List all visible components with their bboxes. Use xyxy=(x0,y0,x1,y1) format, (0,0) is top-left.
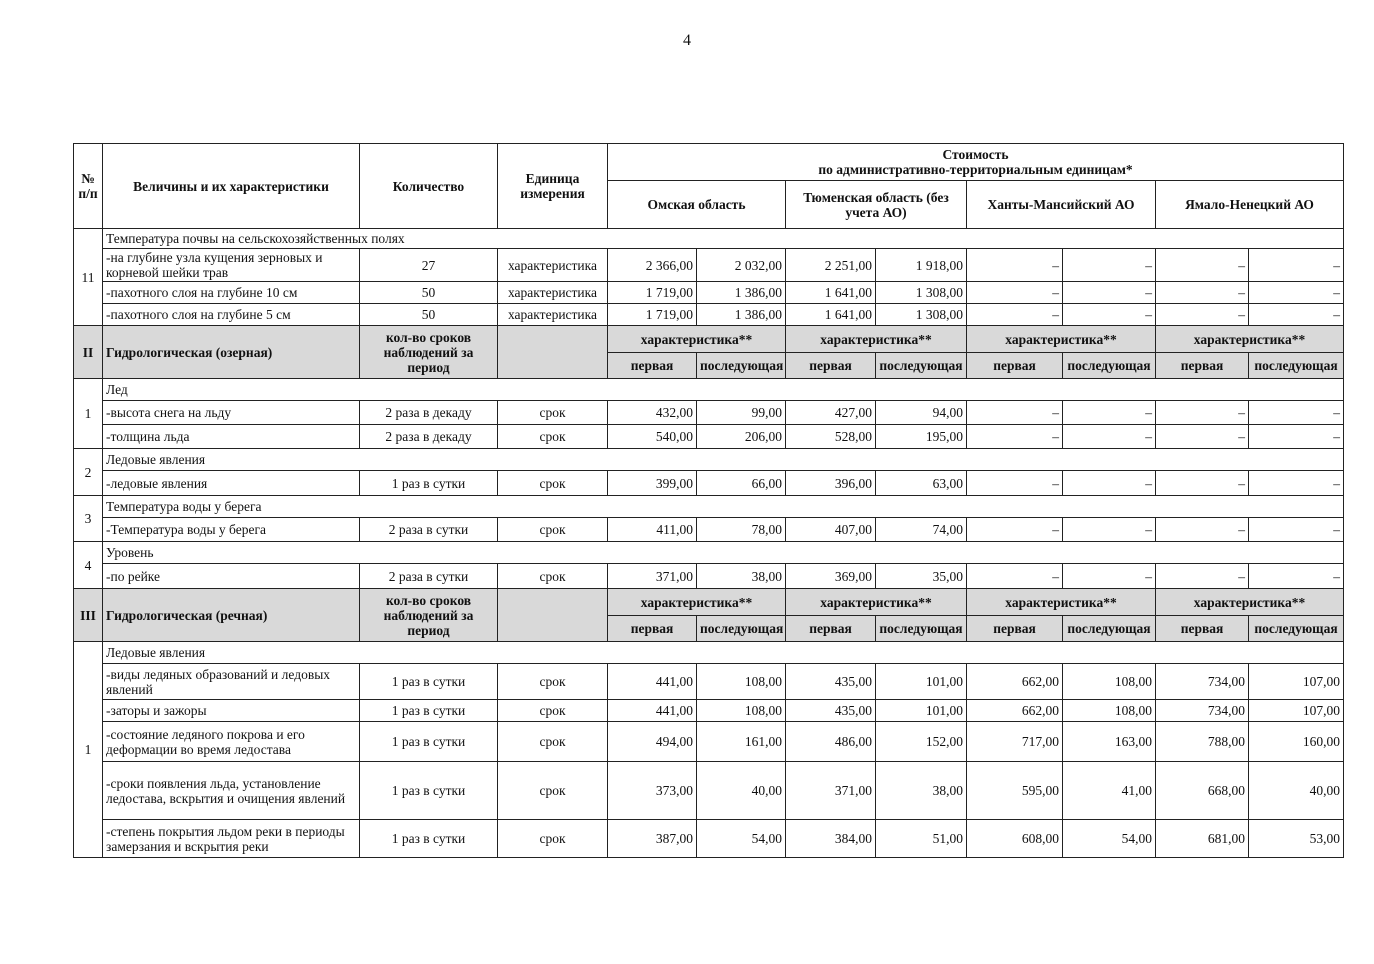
row-label: -толщина льда xyxy=(103,425,360,449)
table-row xyxy=(74,449,1344,471)
table-row xyxy=(74,282,1344,304)
row-label: -сроки появления льда, установление ледостава, вскрытия и очищения явлений xyxy=(103,762,360,820)
row-count: 1 раз в сутки xyxy=(360,762,498,820)
value-cell: 2 251,00 xyxy=(786,249,876,282)
next-header: последующая xyxy=(1063,353,1156,379)
value-cell: 540,00 xyxy=(608,425,697,449)
group-title: Лед xyxy=(103,379,1344,401)
value-cell: 161,00 xyxy=(697,722,786,762)
row-count: 27 xyxy=(360,249,498,282)
next-header: последующая xyxy=(697,616,786,642)
characteristic-header: характеристика** xyxy=(608,326,786,353)
value-cell: 38,00 xyxy=(876,762,967,820)
value-cell: 441,00 xyxy=(608,664,697,700)
value-cell: – xyxy=(1156,425,1249,449)
value-cell: 38,00 xyxy=(697,564,786,589)
next-header: последующая xyxy=(876,353,967,379)
value-cell: 411,00 xyxy=(608,518,697,542)
value-cell: 195,00 xyxy=(876,425,967,449)
characteristic-header: характеристика** xyxy=(1156,326,1344,353)
row-unit: характеристика xyxy=(498,282,608,304)
row-label: -виды ледяных образований и ледовых явлений xyxy=(103,664,360,700)
value-cell: 40,00 xyxy=(697,762,786,820)
row-label: -пахотного слоя на глубине 5 см xyxy=(103,304,360,326)
table-row xyxy=(74,425,1344,449)
value-cell: 486,00 xyxy=(786,722,876,762)
group-title: Температура воды у берега xyxy=(103,496,1344,518)
value-cell: 608,00 xyxy=(967,820,1063,858)
next-header: последующая xyxy=(1063,616,1156,642)
value-cell: 101,00 xyxy=(876,664,967,700)
unit-header-empty xyxy=(498,589,608,642)
value-cell: – xyxy=(967,304,1063,326)
row-label: -пахотного слоя на глубине 10 см xyxy=(103,282,360,304)
row-unit: срок xyxy=(498,820,608,858)
value-cell: – xyxy=(967,282,1063,304)
value-cell: 74,00 xyxy=(876,518,967,542)
value-cell: – xyxy=(1063,518,1156,542)
value-cell: 407,00 xyxy=(786,518,876,542)
row-unit: срок xyxy=(498,518,608,542)
value-cell: 788,00 xyxy=(1156,722,1249,762)
value-cell: – xyxy=(1063,401,1156,425)
row-unit: срок xyxy=(498,564,608,589)
characteristic-header: характеристика** xyxy=(786,326,967,353)
value-cell: 94,00 xyxy=(876,401,967,425)
value-cell: 435,00 xyxy=(786,700,876,722)
value-cell: 108,00 xyxy=(697,700,786,722)
row-unit: срок xyxy=(498,722,608,762)
region-omsk: Омская область xyxy=(608,181,786,229)
value-cell: 1 719,00 xyxy=(608,282,697,304)
first-header: первая xyxy=(786,353,876,379)
header-unit: Единица измерения xyxy=(498,144,608,229)
row-unit: срок xyxy=(498,762,608,820)
value-cell: 206,00 xyxy=(697,425,786,449)
header-quantity: Величины и их характеристики xyxy=(103,144,360,229)
next-header: последующая xyxy=(697,353,786,379)
value-cell: 1 308,00 xyxy=(876,282,967,304)
group-number: 2 xyxy=(74,449,103,496)
value-cell: 40,00 xyxy=(1249,762,1344,820)
value-cell: 63,00 xyxy=(876,471,967,496)
value-cell: 53,00 xyxy=(1249,820,1344,858)
table-row xyxy=(74,722,1344,762)
value-cell: 108,00 xyxy=(697,664,786,700)
first-header: первая xyxy=(967,353,1063,379)
value-cell: – xyxy=(967,249,1063,282)
value-cell: – xyxy=(1156,401,1249,425)
group-title: Температура почвы на сельскохозяйственных полях xyxy=(103,229,1344,249)
value-cell: 51,00 xyxy=(876,820,967,858)
value-cell: 1 641,00 xyxy=(786,282,876,304)
value-cell: – xyxy=(1249,401,1344,425)
value-cell: 717,00 xyxy=(967,722,1063,762)
row-count: 1 раз в сутки xyxy=(360,700,498,722)
cost-table xyxy=(73,143,1344,858)
header-cost-title: Стоимость xyxy=(942,147,1009,162)
value-cell: 668,00 xyxy=(1156,762,1249,820)
value-cell: 152,00 xyxy=(876,722,967,762)
table-row xyxy=(74,379,1344,401)
table-row xyxy=(74,564,1344,589)
next-header: последующая xyxy=(1249,616,1344,642)
first-header: первая xyxy=(1156,616,1249,642)
next-header: последующая xyxy=(1249,353,1344,379)
value-cell: – xyxy=(1063,304,1156,326)
region-tyumen: Тюменская область (без учета АО) xyxy=(786,181,967,229)
row-unit: срок xyxy=(498,664,608,700)
value-cell: – xyxy=(967,471,1063,496)
section-title: Гидрологическая (озерная) xyxy=(103,326,360,379)
group-title: Ледовые явления xyxy=(103,642,1344,664)
value-cell: – xyxy=(1063,249,1156,282)
first-header: первая xyxy=(1156,353,1249,379)
value-cell: 371,00 xyxy=(608,564,697,589)
value-cell: 432,00 xyxy=(608,401,697,425)
region-yanao: Ямало-Ненецкий АО xyxy=(1156,181,1344,229)
value-cell: – xyxy=(967,425,1063,449)
row-label: -степень покрытия льдом реки в периоды замерзания и вскрытия реки xyxy=(103,820,360,858)
value-cell: 54,00 xyxy=(697,820,786,858)
value-cell: 1 308,00 xyxy=(876,304,967,326)
row-label: -высота снега на льду xyxy=(103,401,360,425)
row-number: 11 xyxy=(74,229,103,326)
table-row xyxy=(74,664,1344,700)
value-cell: – xyxy=(1156,249,1249,282)
value-cell: – xyxy=(1249,249,1344,282)
count-header: кол-во сроков наблюдений за период xyxy=(360,589,498,642)
header-num: № п/п xyxy=(74,144,103,229)
next-header: последующая xyxy=(876,616,967,642)
page-number: 4 xyxy=(683,32,691,49)
value-cell: – xyxy=(967,564,1063,589)
value-cell: 108,00 xyxy=(1063,700,1156,722)
row-label: -заторы и зажоры xyxy=(103,700,360,722)
table-row xyxy=(74,401,1344,425)
row-unit: срок xyxy=(498,700,608,722)
row-label: -ледовые явления xyxy=(103,471,360,496)
value-cell: 435,00 xyxy=(786,664,876,700)
first-header: первая xyxy=(967,616,1063,642)
table-row xyxy=(74,820,1344,858)
table-row xyxy=(74,249,1344,282)
row-unit: характеристика xyxy=(498,304,608,326)
value-cell: 163,00 xyxy=(1063,722,1156,762)
first-header: первая xyxy=(608,616,697,642)
value-cell: 681,00 xyxy=(1156,820,1249,858)
value-cell: – xyxy=(967,518,1063,542)
value-cell: 734,00 xyxy=(1156,700,1249,722)
section-number: II xyxy=(74,326,103,379)
table-row xyxy=(74,518,1344,542)
characteristic-header: характеристика** xyxy=(786,589,967,616)
value-cell: 99,00 xyxy=(697,401,786,425)
group-number: 1 xyxy=(74,642,103,858)
row-count: 2 раза в сутки xyxy=(360,518,498,542)
value-cell: 387,00 xyxy=(608,820,697,858)
count-header: кол-во сроков наблюдений за период xyxy=(360,326,498,379)
value-cell: 35,00 xyxy=(876,564,967,589)
value-cell: 399,00 xyxy=(608,471,697,496)
value-cell: 160,00 xyxy=(1249,722,1344,762)
characteristic-header: характеристика** xyxy=(1156,589,1344,616)
row-count: 2 раза в декаду xyxy=(360,401,498,425)
table-row xyxy=(74,229,1344,249)
table-row xyxy=(74,542,1344,564)
group-number: 4 xyxy=(74,542,103,589)
value-cell: – xyxy=(1063,425,1156,449)
row-label: -состояние ледяного покрова и его деформации во время ледостава xyxy=(103,722,360,762)
header-cost-subtitle: по административно-территориальным единицам* xyxy=(818,162,1133,177)
value-cell: 384,00 xyxy=(786,820,876,858)
value-cell: – xyxy=(1156,564,1249,589)
value-cell: – xyxy=(1249,282,1344,304)
value-cell: 108,00 xyxy=(1063,664,1156,700)
row-label: -на глубине узла кущения зерновых и корневой шейки трав xyxy=(103,249,360,282)
section-number: III xyxy=(74,589,103,642)
value-cell: 371,00 xyxy=(786,762,876,820)
characteristic-header: характеристика** xyxy=(967,326,1156,353)
value-cell: 373,00 xyxy=(608,762,697,820)
row-count: 1 раз в сутки xyxy=(360,820,498,858)
table-row xyxy=(74,326,1344,353)
group-number: 3 xyxy=(74,496,103,542)
value-cell: – xyxy=(1249,564,1344,589)
value-cell: 396,00 xyxy=(786,471,876,496)
table-row xyxy=(74,496,1344,518)
row-count: 1 раз в сутки xyxy=(360,722,498,762)
value-cell: – xyxy=(1249,304,1344,326)
value-cell: – xyxy=(1249,471,1344,496)
value-cell: 1 918,00 xyxy=(876,249,967,282)
first-header: первая xyxy=(786,616,876,642)
row-unit: срок xyxy=(498,425,608,449)
value-cell: 101,00 xyxy=(876,700,967,722)
value-cell: 734,00 xyxy=(1156,664,1249,700)
row-count: 50 xyxy=(360,282,498,304)
value-cell: 1 641,00 xyxy=(786,304,876,326)
group-number: 1 xyxy=(74,379,103,449)
row-count: 2 раза в сутки xyxy=(360,564,498,589)
value-cell: 1 386,00 xyxy=(697,282,786,304)
characteristic-header: характеристика** xyxy=(608,589,786,616)
group-title: Ледовые явления xyxy=(103,449,1344,471)
value-cell: 107,00 xyxy=(1249,664,1344,700)
header-count: Количество xyxy=(360,144,498,229)
value-cell: 1 386,00 xyxy=(697,304,786,326)
value-cell: – xyxy=(1063,282,1156,304)
value-cell: – xyxy=(1156,282,1249,304)
value-cell: 54,00 xyxy=(1063,820,1156,858)
value-cell: 1 719,00 xyxy=(608,304,697,326)
row-label: -Температура воды у берега xyxy=(103,518,360,542)
value-cell: 494,00 xyxy=(608,722,697,762)
table-row xyxy=(74,642,1344,664)
value-cell: 2 366,00 xyxy=(608,249,697,282)
value-cell: – xyxy=(1156,471,1249,496)
value-cell: 662,00 xyxy=(967,664,1063,700)
table-row xyxy=(74,762,1344,820)
table-row xyxy=(74,304,1344,326)
value-cell: 595,00 xyxy=(967,762,1063,820)
value-cell: 441,00 xyxy=(608,700,697,722)
value-cell: – xyxy=(1249,518,1344,542)
value-cell: 662,00 xyxy=(967,700,1063,722)
row-label: -по рейке xyxy=(103,564,360,589)
row-count: 1 раз в сутки xyxy=(360,471,498,496)
value-cell: – xyxy=(1156,304,1249,326)
row-unit: срок xyxy=(498,471,608,496)
region-khmao: Ханты-Мансийский АО xyxy=(967,181,1156,229)
value-cell: 528,00 xyxy=(786,425,876,449)
row-count: 50 xyxy=(360,304,498,326)
value-cell: – xyxy=(1156,518,1249,542)
value-cell: 66,00 xyxy=(697,471,786,496)
section-title: Гидрологическая (речная) xyxy=(103,589,360,642)
header-cost xyxy=(608,144,1344,181)
table-row xyxy=(74,589,1344,616)
value-cell: – xyxy=(967,401,1063,425)
value-cell: 41,00 xyxy=(1063,762,1156,820)
row-unit: характеристика xyxy=(498,249,608,282)
value-cell: – xyxy=(1063,564,1156,589)
value-cell: 369,00 xyxy=(786,564,876,589)
value-cell: 107,00 xyxy=(1249,700,1344,722)
row-count: 2 раза в декаду xyxy=(360,425,498,449)
value-cell: – xyxy=(1063,471,1156,496)
table-row xyxy=(74,471,1344,496)
first-header: первая xyxy=(608,353,697,379)
value-cell: 78,00 xyxy=(697,518,786,542)
characteristic-header: характеристика** xyxy=(967,589,1156,616)
row-unit: срок xyxy=(498,401,608,425)
unit-header-empty xyxy=(498,326,608,379)
value-cell: – xyxy=(1249,425,1344,449)
value-cell: 427,00 xyxy=(786,401,876,425)
value-cell: 2 032,00 xyxy=(697,249,786,282)
group-title: Уровень xyxy=(103,542,1344,564)
table-row xyxy=(74,700,1344,722)
row-count: 1 раз в сутки xyxy=(360,664,498,700)
